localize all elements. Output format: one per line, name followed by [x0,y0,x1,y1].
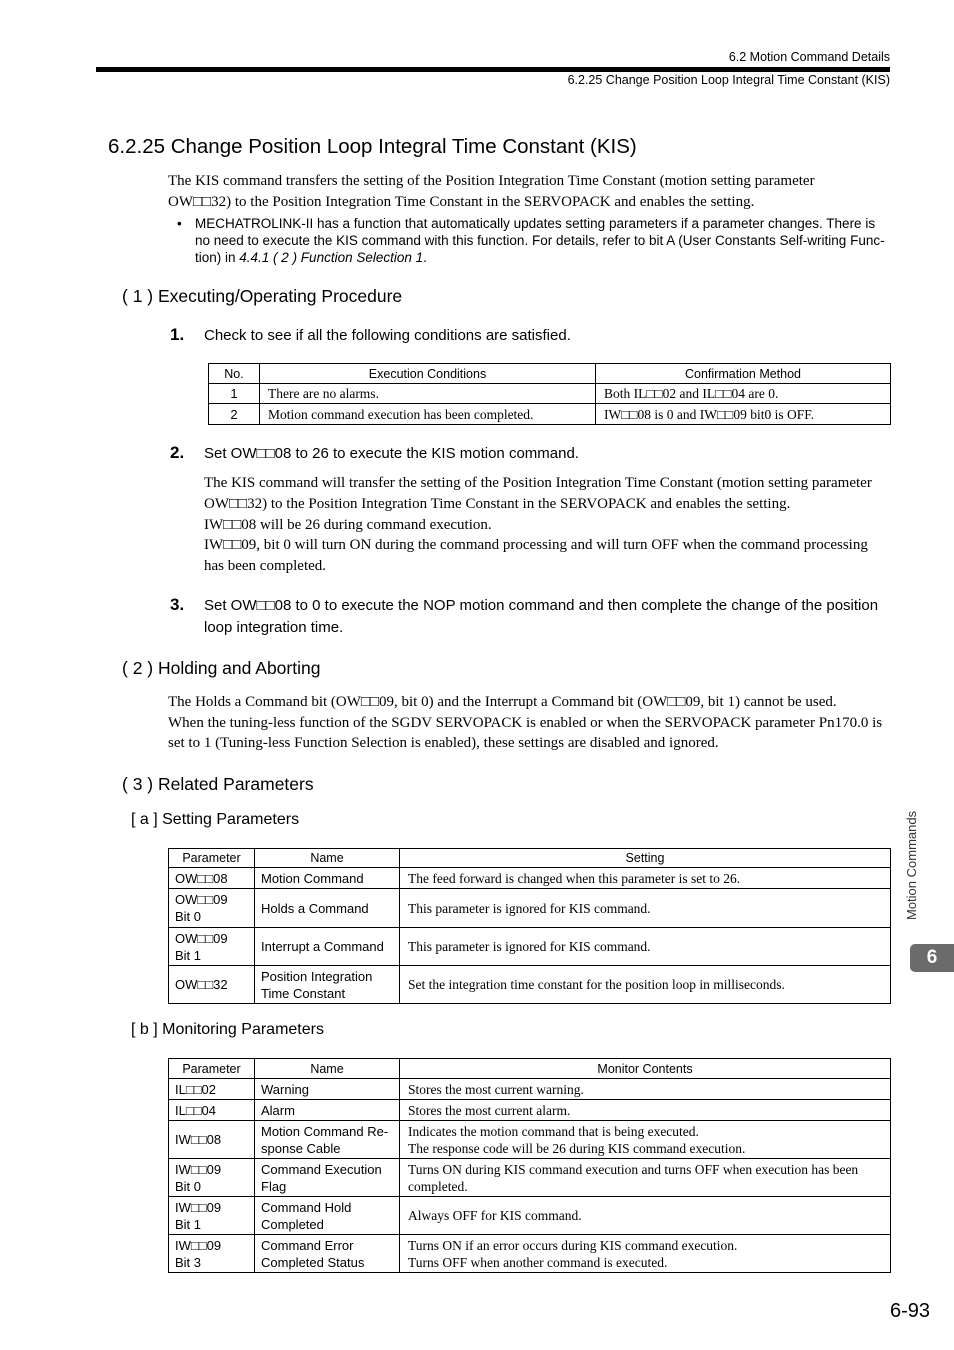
table-row [169,1100,891,1121]
chapter-side-label: Motion Commands [904,810,919,920]
table-header-row [209,364,891,384]
cell-parameter [169,1121,255,1159]
cell-setting-line: Indicates the motion command that is being executed. [408,1123,699,1139]
cell-parameter-line: Bit 0 [175,1178,202,1194]
cell-parameter [169,966,255,1004]
cell-name [255,868,400,889]
cell-name-line: Warning [261,1081,309,1097]
cell-parameter [169,1235,255,1273]
cell-setting-line: This parameter is ignored for KIS command. [408,939,651,954]
monitoring-parameters-table [168,1058,891,1273]
bullet-line-3 [195,249,427,266]
bullet-line-1: MECHATROLINK-II has a function that automatically updates setting parameters if a parameter changes. There is [195,216,876,231]
cell-setting-line: Set the integration time constant for the position loop in milliseconds. [408,977,785,992]
header-section: 6.2 Motion Command Details [728,50,890,64]
page-number: 6-93 [889,1300,930,1322]
header-rule [96,67,890,72]
col-monitor-contents: Monitor Contents [400,1059,891,1079]
page-title: 6.2.25 Change Position Loop Integral Time Constant (KIS) [108,135,637,158]
step-2-para-4: IW□□09, bit 0 will turn ON during the command processing and will turn OFF when the command processing [204,537,868,553]
cell-parameter [169,1079,255,1100]
cell-setting-line: Turns OFF when another command is executed. [408,1254,668,1270]
col-name: Name [255,849,400,868]
cell-setting-line: completed. [408,1178,468,1194]
setting-parameters-table [168,848,891,1004]
cell-setting-line: Turns ON if an error occurs during KIS command execution. [408,1237,738,1253]
section-2-para-2: When the tuning-less function of the SGDV SERVOPACK is enabled or when the SERVOPACK parameter Pn170.0 is [168,715,883,731]
cell-name [255,966,400,1004]
cell-name [255,1197,400,1235]
cell-name-line: sponse Cable [261,1140,341,1156]
cell-parameter-line: OW□□08 [175,870,228,886]
cell-parameter [169,1159,255,1197]
col-name: Name [255,1059,400,1079]
step-2-number: 2. [170,443,185,462]
cell-setting [400,1121,891,1159]
cell-setting [400,868,891,889]
table-row [169,868,891,889]
step-1-number: 1. [170,325,185,344]
cell-condition: There are no alarms. [260,384,596,404]
table-row [169,1079,891,1100]
cell-name-line: Flag [261,1178,287,1194]
col-parameter: Parameter [169,849,255,868]
cell-name-line: Interrupt a Command [261,939,384,954]
col-conditions: Execution Conditions [260,364,596,384]
col-setting: Setting [400,849,891,868]
cell-name [255,1159,400,1197]
cell-method: IW□□08 is 0 and IW□□09 bit0 is OFF. [596,404,891,425]
cell-parameter-line: IW□□09 [175,1199,222,1215]
step-3-line-2: loop integration time. [204,619,344,636]
cell-setting [400,1159,891,1197]
cell-name-line: Command Hold [261,1199,352,1215]
cell-parameter-line: IW□□09 [175,1161,222,1177]
cell-setting-line: Stores the most current alarm. [408,1102,571,1118]
cell-method: Both IL□□02 and IL□□04 are 0. [596,384,891,404]
cell-name-line: Holds a Command [261,900,369,916]
monitoring-parameters-heading: [ b ] Monitoring Parameters [131,1021,324,1038]
cell-parameter [169,889,255,928]
cell-name-line: Alarm [261,1102,295,1118]
step-2-para-5: has been completed. [204,558,327,574]
cell-parameter-line: IW□□09 [175,1237,222,1253]
table-row [209,384,891,404]
table-row [209,404,891,425]
cell-setting-line: This parameter is ignored for KIS command. [408,900,651,916]
table-header-row [169,1059,891,1079]
bullet-period: . [423,250,427,265]
cell-name-line: Time Constant [261,985,346,1001]
section-1-heading: ( 1 ) Executing/Operating Procedure [122,286,403,306]
cell-name-line: Command Execution [261,1161,382,1177]
cell-name [255,889,400,928]
cell-name-line: Command Error [261,1237,354,1253]
cell-parameter-line: Bit 1 [175,1216,202,1232]
intro-line-2: OW□□32) to the Position Integration Time Constant in the SERVOPACK and enables the setting. [168,194,755,210]
cell-name-line: Completed Status [261,1254,365,1270]
table-row [169,928,891,966]
step-2-para-1: The KIS command will transfer the setting of the Position Integration Time Constant (motion setting parameter [204,475,872,491]
cell-name [255,1121,400,1159]
cell-name [255,1100,400,1121]
setting-parameters-heading: [ a ] Setting Parameters [131,811,300,828]
section-2-heading: ( 2 ) Holding and Aborting [122,658,321,678]
chapter-tab[interactable]: 6 [910,944,954,972]
cell-name-line: Motion Command Re- [261,1123,389,1139]
cell-name-line: Motion Command [261,870,364,886]
cell-setting [400,1235,891,1273]
cell-parameter-line: OW□□09 [175,892,228,907]
cell-name [255,928,400,966]
bullet-line-2: no need to execute the KIS command with this function. For details, refer to bit A (User Constants Self-writing Func- [195,233,885,248]
col-no: No. [209,364,260,384]
cell-parameter-line: IL□□02 [175,1081,217,1097]
cell-parameter [169,1197,255,1235]
cell-parameter-line: IL□□04 [175,1102,217,1118]
cross-reference-link[interactable]: 4.4.1 ( 2 ) Function Selection 1 [239,250,424,265]
cell-setting [400,966,891,1004]
cell-parameter-line: Bit 1 [175,947,202,963]
section-2-para-3: set to 1 (Tuning-less Function Selection is enabled), these settings are disabled and ignored. [168,735,719,751]
cell-parameter [169,928,255,966]
cell-parameter-line: OW□□09 [175,930,228,946]
cell-setting-line: Stores the most current warning. [408,1081,584,1097]
table-header-row [169,849,891,868]
cell-setting-line: The feed forward is changed when this parameter is set to 26. [408,870,741,886]
header-subsection: 6.2.25 Change Position Loop Integral Time Constant (KIS) [567,73,890,87]
col-parameter: Parameter [169,1059,255,1079]
col-method: Confirmation Method [596,364,891,384]
step-2-text: Set OW□□08 to 26 to execute the KIS motion command. [204,445,579,462]
cell-name-line: Position Integration [261,968,373,984]
table-row [169,966,891,1004]
cell-parameter-line: Bit 3 [175,1254,202,1270]
bullet-text: tion) in [195,250,240,265]
step-2-para-2: OW□□32) to the Position Integration Time Constant in the SERVOPACK and enables the setting. [204,496,791,512]
cell-setting [400,889,891,928]
step-3-number: 3. [170,595,185,614]
section-2-para-1: The Holds a Command bit (OW□□09, bit 0) and the Interrupt a Command bit (OW□□09, bit 1) cannot be used. [168,694,837,710]
cell-parameter-line: Bit 0 [175,909,202,924]
cell-setting [400,928,891,966]
cell-condition: Motion command execution has been completed. [260,404,596,425]
step-1-text: Check to see if all the following conditions are satisfied. [204,327,571,344]
cell-setting-line: Turns ON during KIS command execution and turns OFF when execution has been [408,1161,859,1177]
cell-no: 2 [209,404,260,425]
step-2-para-3: IW□□08 will be 26 during command execution. [204,517,492,533]
cell-name [255,1235,400,1273]
cell-setting [400,1079,891,1100]
cell-setting-line: Always OFF for KIS command. [408,1208,582,1223]
bullet-dot: • [177,216,182,231]
cell-name-line: Completed [261,1216,324,1232]
table-row [169,889,891,928]
cell-no: 1 [209,384,260,404]
table-row [169,1121,891,1159]
cell-name [255,1079,400,1100]
cell-parameter-line: OW□□32 [175,977,228,992]
conditions-table [208,363,891,425]
cell-setting [400,1100,891,1121]
table-row [169,1159,891,1197]
cell-setting-line: The response code will be 26 during KIS command execution. [408,1140,746,1156]
cell-parameter-line: IW□□08 [175,1132,222,1147]
table-row [169,1235,891,1273]
cell-parameter [169,1100,255,1121]
step-3-line-1: Set OW□□08 to 0 to execute the NOP motion command and then complete the change of the position [204,597,879,614]
section-3-heading: ( 3 ) Related Parameters [122,774,314,794]
intro-line-1: The KIS command transfers the setting of the Position Integration Time Constant (motion setting parameter [168,173,815,189]
table-row [169,1197,891,1235]
cell-setting [400,1197,891,1235]
cell-parameter [169,868,255,889]
